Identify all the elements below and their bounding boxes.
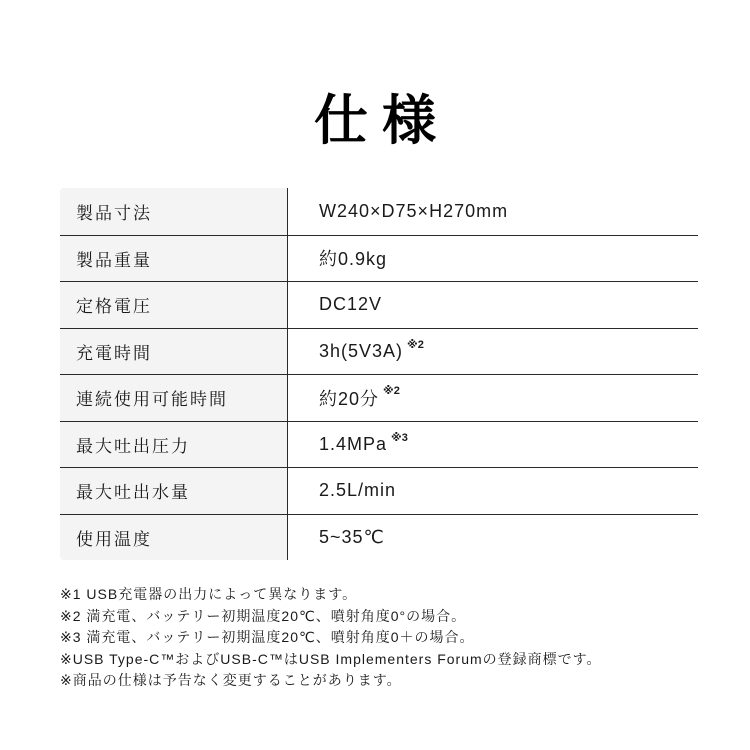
spec-table [60, 188, 698, 560]
table-row [60, 188, 698, 235]
spec-value [287, 236, 698, 282]
spec-label: 製品重量 [60, 236, 287, 282]
table-row [60, 421, 698, 468]
spec-value [287, 468, 698, 514]
spec-label: 連続使用可能時間 [60, 375, 287, 421]
spec-value [287, 422, 698, 468]
page-title: 仕様 [314, 91, 450, 151]
spec-value-text: W240×D75×H270mm [319, 200, 509, 221]
spec-label: 充電時間 [60, 329, 287, 375]
table-row [60, 514, 698, 561]
table-row [60, 467, 698, 514]
spec-label: 定格電圧 [60, 282, 287, 328]
spec-value-text: DC12V [319, 294, 383, 315]
spec-value-text: 5~35℃ [319, 526, 385, 547]
footnote-ref: ※2 [407, 338, 424, 351]
table-row [60, 374, 698, 421]
spec-value [287, 282, 698, 328]
footnote-ref: ※3 [391, 431, 408, 444]
footnote-ref: ※2 [383, 385, 400, 398]
spec-value [287, 329, 698, 375]
spec-value-text: 約0.9kg [319, 249, 388, 270]
spec-label: 最大吐出圧力 [60, 422, 287, 468]
footnote-line: ※USB Type-C™およびUSB-C™はUSB Implementers Forumの登録商標です。 [60, 650, 602, 667]
spec-label: 使用温度 [60, 515, 287, 561]
table-row [60, 235, 698, 282]
table-row [60, 328, 698, 375]
table-row [60, 281, 698, 328]
footnote-line: ※1 USB充電器の出力によって異なります。 [60, 586, 358, 602]
spec-value-text: 3h(5V3A) [319, 340, 404, 361]
spec-value [287, 515, 698, 561]
spec-value-text: 1.4MPa [319, 433, 388, 454]
spec-value [287, 375, 698, 421]
footnote-line: ※商品の仕様は予告なく変更することがあります。 [60, 672, 402, 688]
spec-label: 製品寸法 [60, 188, 287, 235]
spec-value-text: 2.5L/min [319, 480, 397, 501]
spec-value-text: 約20分 [319, 388, 380, 409]
footnotes [60, 584, 710, 692]
spec-value [287, 188, 698, 235]
footnote-line: ※3 満充電、バッテリー初期温度20℃、噴射角度0＋の場合。 [60, 629, 475, 645]
footnote-line: ※2 満充電、バッテリー初期温度20℃、噴射角度0°の場合。 [60, 607, 467, 624]
spec-label: 最大吐出水量 [60, 468, 287, 514]
